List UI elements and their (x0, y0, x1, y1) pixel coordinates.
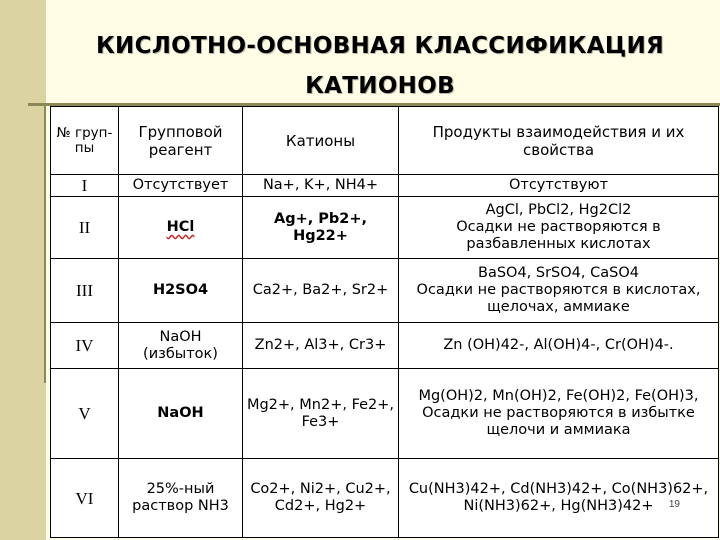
reagent-cell: NaOH (119, 369, 243, 459)
group-cell: II (51, 197, 119, 259)
products-formulas: AgCl, PbCl2, Hg2Cl2 (485, 202, 632, 218)
group-cell: III (51, 259, 119, 323)
title-divider-vertical (44, 103, 46, 383)
slide-title (60, 26, 700, 106)
products-note: Осадки не растворяются в избытке щелочи и аммиака (422, 405, 695, 438)
products-cell: Cu(NH3)42+, Cd(NH3)42+, Co(NH3)62+, Ni(NH3)62+, Hg(NH3)42+ (399, 459, 719, 538)
table-row (51, 369, 719, 459)
cations-cell: Ag+, Pb2+, Hg22+ (243, 197, 399, 259)
products-cell (399, 197, 719, 259)
slide-page-number: 19 (668, 499, 680, 510)
reagent-cell: Отсутствует (119, 175, 243, 197)
header-group-number: № груп-пы (51, 107, 119, 175)
products-cell: Отсутствуют (399, 175, 719, 197)
header-products: Продукты взаимодействия и их свойства (399, 107, 719, 175)
table-row (51, 323, 719, 369)
slide-title-line1: КИСЛОТНО-ОСНОВНАЯ КЛАССИФИКАЦИЯ (95, 33, 665, 59)
reagent-cell: H2SO4 (119, 259, 243, 323)
reagent-text: HCl (166, 219, 195, 235)
reagent-cell: NaOH (избыток) (119, 323, 243, 369)
group-cell: VI (51, 459, 119, 538)
products-formulas: BaSO4, SrSO4, CaSO4 (478, 265, 639, 281)
group-cell: V (51, 369, 119, 459)
table-row (51, 175, 719, 197)
classification-table (50, 106, 719, 538)
group-cell: IV (51, 323, 119, 369)
reagent-cell (119, 197, 243, 259)
slide-title-line2: КАТИОНОВ (305, 73, 455, 99)
table-row (51, 259, 719, 323)
header-group-reagent: Групповой реагент (119, 107, 243, 175)
products-cell: Zn (OH)42-, Al(OH)4-, Cr(OH)4-. (399, 323, 719, 369)
table-row (51, 459, 719, 538)
products-note: Осадки не растворяются в кислотах, щелочах, аммиаке (416, 282, 701, 315)
cations-cell: Mg2+, Mn2+, Fe2+, Fe3+ (243, 369, 399, 459)
group-cell: I (51, 175, 119, 197)
classification-table-container (50, 106, 718, 537)
products-cell (399, 369, 719, 459)
products-cell (399, 259, 719, 323)
cations-cell: Zn2+, Al3+, Cr3+ (243, 323, 399, 369)
reagent-cell: 25%-ный раствор NH3 (119, 459, 243, 538)
cations-cell: Na+, K+, NH4+ (243, 175, 399, 197)
table-row (51, 197, 719, 259)
table-header-row (51, 107, 719, 175)
header-cations: Катионы (243, 107, 399, 175)
cations-cell: Ca2+, Ba2+, Sr2+ (243, 259, 399, 323)
cations-cell: Co2+, Ni2+, Cu2+, Cd2+, Hg2+ (243, 459, 399, 538)
products-formulas: Mg(OH)2, Mn(OH)2, Fe(OH)2, Fe(OH)3, (418, 388, 699, 404)
side-decoration-band (0, 0, 46, 540)
products-note: Осадки не растворяются в разбавленных кислотах (456, 219, 661, 252)
